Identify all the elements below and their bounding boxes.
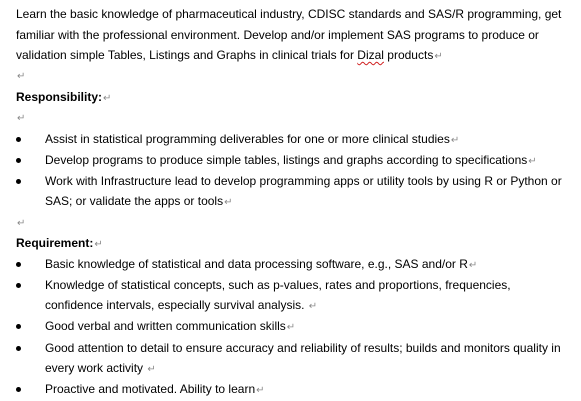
list-item: Good verbal and written communication skills↵ [45,319,296,333]
list-item: Assist in statistical programming deliverables for one or more clinical studies↵ [45,132,460,146]
bullet-icon [16,137,21,142]
paragraph-mark-icon: ↵ [450,135,460,146]
paragraph-mark-icon: ↵ [528,156,537,167]
paragraph-mark-icon: ↵ [147,364,156,375]
list-item: confidence intervals, especially survival analysis. ↵ [45,298,318,312]
list-item: Work with Infrastructure lead to develop programming apps or utility tools by using R or Python or [45,174,562,188]
empty-paragraph [16,68,25,84]
list-item: Good attention to detail to ensure accuracy and reliability of results; builds and monitors quality in [45,341,561,355]
paragraph-mark-icon: ↵ [256,385,265,396]
list-item: Knowledge of statistical concepts, such as p-values, rates and proportions, frequencies, [45,278,511,292]
bullet-icon [16,179,21,184]
list-item: every work activity ↵ [45,361,156,375]
empty-paragraph [16,215,25,231]
requirement-heading [16,236,103,252]
spellcheck-word[interactable]: Dizal [357,48,384,62]
intro-line-1 [16,7,561,21]
bullet-icon [16,283,21,288]
bullet-icon [16,324,21,329]
list-item: Develop programs to produce simple tables, listings and graphs according to specifications↵ [45,153,537,167]
intro-line-1-text: Learn the basic knowledge of pharmaceutical industry, CDISC standards and SAS/R programming, get [16,7,562,21]
paragraph-mark-icon: ↵ [17,218,26,229]
list-item: SAS; or validate the apps or tools↵ [45,194,233,208]
paragraph-mark-icon: ↵ [224,197,233,208]
intro-line-3-text: validation simple Tables, Listings and Graphs in clinical trials for [16,48,358,62]
paragraph-mark-icon: ↵ [103,93,112,104]
responsibility-heading [16,90,111,106]
list-item: Basic knowledge of statistical and data processing software, e.g., SAS and/or R↵ [45,257,478,271]
paragraph-mark-icon: ↵ [286,322,296,333]
list-item: Proactive and motivated. Ability to learn↵ [45,382,265,396]
empty-paragraph [16,110,25,126]
intro-line-3 [16,48,443,64]
bullet-icon [16,387,21,392]
requirement-heading-text: Requirement: [16,236,94,250]
paragraph-mark-icon: ↵ [468,260,478,271]
paragraph-mark-icon: ↵ [434,51,443,62]
bullet-icon [16,262,21,267]
bullet-icon [16,346,21,351]
paragraph-mark-icon: ↵ [94,239,103,250]
paragraph-mark-icon: ↵ [308,301,318,312]
intro-line-2 [16,28,539,42]
responsibility-heading-text: Responsibility: [16,90,103,104]
paragraph-mark-icon: ↵ [17,113,26,124]
intro-line-3-end: products [383,48,434,62]
intro-line-2-text: familiar with the professional environment. Develop and/or implement SAS programs to produce or [16,28,539,42]
bullet-icon [16,158,21,163]
paragraph-mark-icon: ↵ [17,71,26,82]
